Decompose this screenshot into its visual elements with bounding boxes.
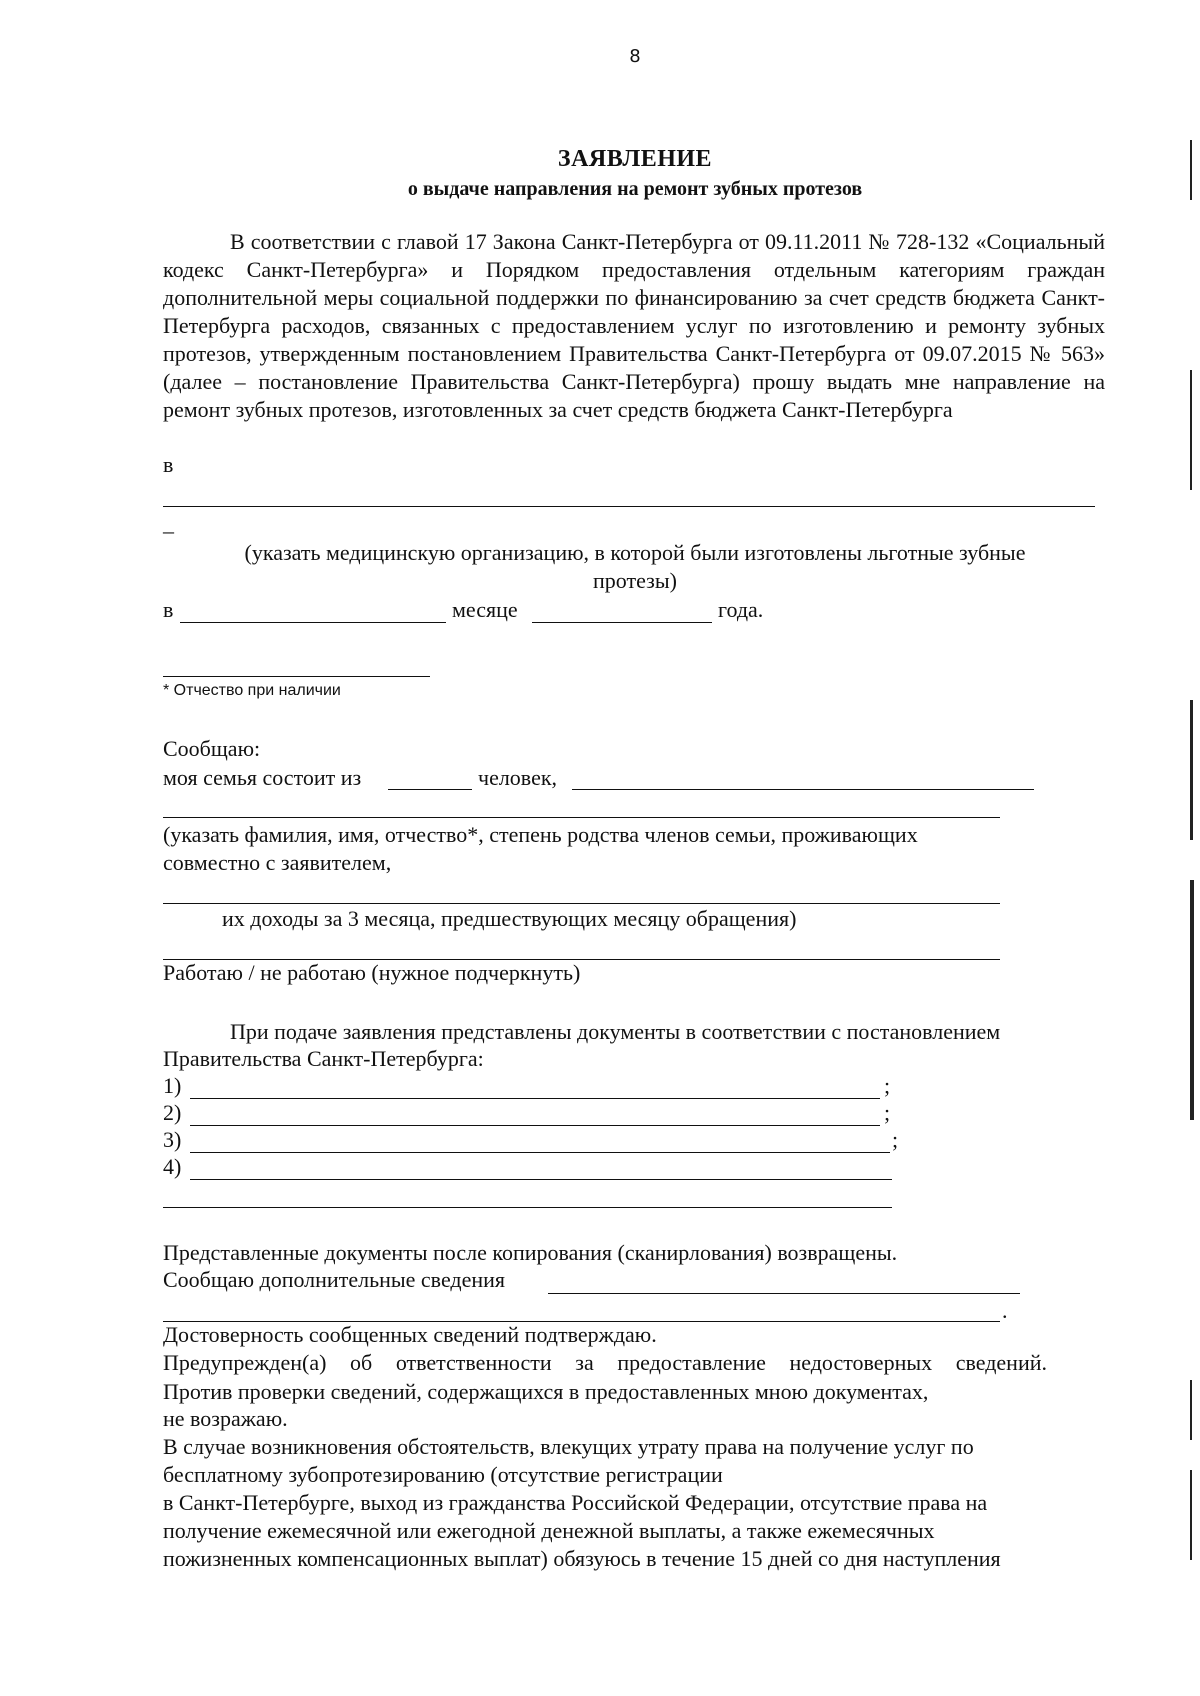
footnote: * Отчество при наличии <box>163 682 341 699</box>
income-hint: их доходы за 3 месяца, предшествующих месяцу обращения) <box>222 906 797 931</box>
family-hint-line1: (указать фамилия, имя, отчество*, степень родства членов семьи, проживающих <box>163 822 918 847</box>
family-hint-line2: совместно с заявителем, <box>163 850 392 875</box>
doc-item-field-line[interactable] <box>190 1125 880 1126</box>
month-field-line[interactable] <box>180 622 446 623</box>
doc-extra-field-line[interactable] <box>163 1207 892 1208</box>
family-members-field-line-2[interactable] <box>163 817 1000 818</box>
document-title: ЗАЯВЛЕНИЕ <box>557 146 713 172</box>
doc-item-end: ; <box>884 1073 891 1098</box>
docs-line1: При подаче заявления представлены документы в соответствии с постановлением <box>230 1019 1001 1044</box>
scan-edge <box>1190 370 1192 490</box>
doc-item-end: ; <box>884 1100 891 1125</box>
doc-item-end: ; <box>892 1127 899 1152</box>
month-label: месяце <box>452 597 518 622</box>
year-field-line[interactable] <box>532 622 712 623</box>
docs-line2: Правительства Санкт-Петербурга: <box>163 1046 484 1071</box>
work-status: Работаю / не работаю (нужное подчеркнуть) <box>163 960 581 985</box>
additional-field-line[interactable] <box>548 1293 1020 1294</box>
date-prep: в <box>163 597 174 622</box>
family-mid: человек, <box>478 765 558 790</box>
no-objection-line1: Против проверки сведений, содержащихся в предоставленных мною документах, <box>163 1379 929 1404</box>
case-line: В случае возникновения обстоятельств, влекущих утрату права на получение услуг по <box>163 1434 974 1459</box>
page-number: 8 <box>629 46 641 67</box>
doc-item-field-line[interactable] <box>190 1179 892 1180</box>
document-subtitle: о выдаче направления на ремонт зубных протезов <box>407 178 863 200</box>
intro-paragraph <box>163 228 1105 424</box>
scan-edge <box>1190 140 1192 200</box>
no-objection-line2: не возражаю. <box>163 1406 288 1431</box>
doc-item-label: 2) <box>163 1100 182 1125</box>
year-label: года. <box>718 597 764 622</box>
confirm-text: Достоверность сообщенных сведений подтверждаю. <box>163 1322 657 1347</box>
doc-item-field-line[interactable] <box>190 1098 880 1099</box>
income-field-line[interactable] <box>163 903 1000 904</box>
footnote-separator <box>163 676 430 677</box>
family-members-field-line[interactable] <box>572 789 1034 790</box>
additional-period: . <box>1002 1298 1008 1323</box>
doc-item-label: 3) <box>163 1127 182 1152</box>
scan-edge <box>1190 1470 1192 1560</box>
doc-item-label: 4) <box>163 1154 182 1179</box>
scan-edge <box>1190 880 1194 1120</box>
prep-v: в <box>163 452 174 477</box>
case-line: в Санкт-Петербурге, выход из гражданства Российской Федерации, отсутствие права на <box>163 1490 988 1515</box>
scan-edge <box>1190 700 1193 840</box>
returned-text: Представленные документы после копирования (сканирлования) возвращены. <box>163 1240 898 1265</box>
intro-text: В соответствии с главой 17 Закона Санкт-Петербурга от 09.11.2011 № 728-132 «Социальный кодекс Санкт-Петербурга» и Порядком предоставления отдельным категориям граждан дополнительной меры социальной поддержки по финансированию за счет средств бюджета Санкт-Петербурга расходов, связанных с предоставлением услуг по изготовлению и ремонту зубных протезов, утвержденным постановлением Правительства Санкт-Петербурга от 09.07.2015 № 563» (далее – постановление Правительства Санкт-Петербурга) прошу выдать мне направление на ремонт зубных протезов, изготовленных за счет средств бюджета Санкт-Петербурга <box>163 229 1106 422</box>
additional-label: Сообщаю дополнительные сведения <box>163 1267 506 1292</box>
doc-item-label: 1) <box>163 1073 182 1098</box>
family-count-field-line[interactable] <box>388 789 472 790</box>
doc-item-field-line[interactable] <box>190 1152 890 1153</box>
case-line: пожизненных компенсационных выплат) обязуюсь в течение 15 дней со дня наступления <box>163 1546 1001 1571</box>
scan-edge <box>1190 1380 1192 1440</box>
org-hint-line2: протезы) <box>593 568 677 593</box>
inform-label: Сообщаю: <box>163 736 261 761</box>
warned-text: Предупрежден(а) об ответственности за предоставление недостоверных сведений. <box>163 1350 1047 1375</box>
dash: – <box>163 518 174 543</box>
medical-org-field-line[interactable] <box>163 506 1095 507</box>
org-hint-line1: (указать медицинскую организацию, в которой были изготовлены льготные зубные <box>244 540 1026 565</box>
case-line: получение ежемесячной или ежегодной денежной выплаты, а также ежемесячных <box>163 1518 935 1543</box>
case-line: бесплатному зубопротезированию (отсутствие регистрации <box>163 1462 723 1487</box>
family-prefix: моя семья состоит из <box>163 765 362 790</box>
